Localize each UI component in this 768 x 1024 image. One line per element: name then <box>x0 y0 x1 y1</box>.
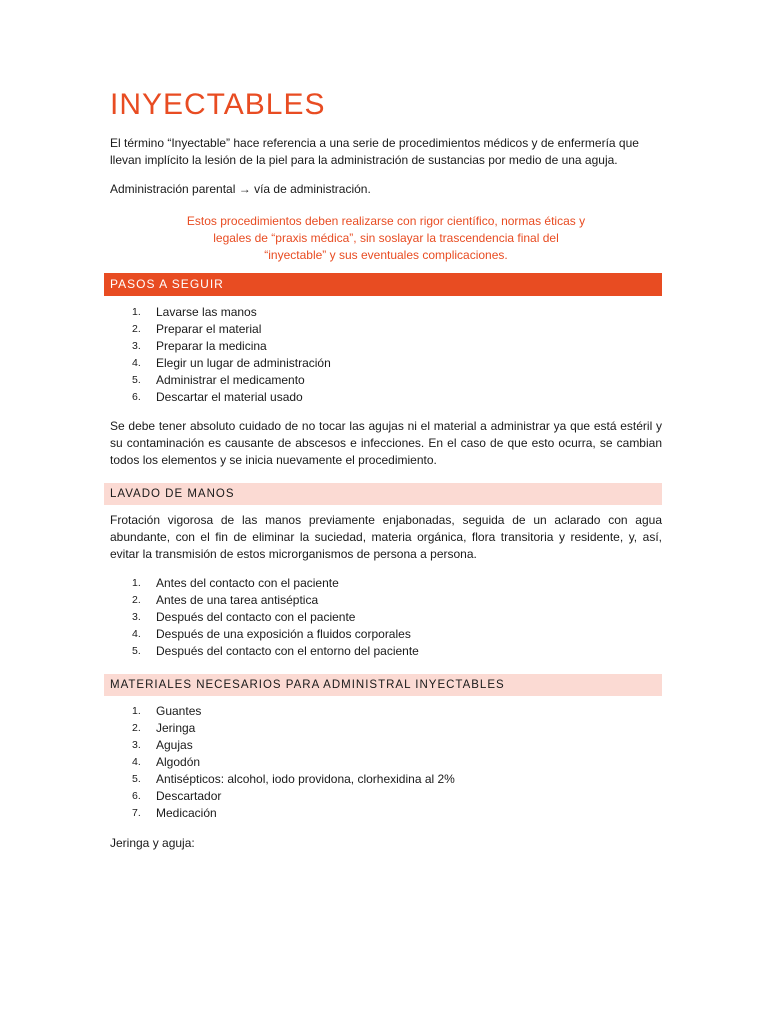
section-heading-pasos: PASOS A SEGUIR <box>104 273 662 296</box>
list-item: 6. Descartador <box>132 789 222 803</box>
list-item: 6. Descartar el material usado <box>132 390 303 404</box>
list-item: 4. Elegir un lugar de administración <box>132 356 331 370</box>
list-item: 2. Preparar el material <box>132 322 262 336</box>
list-item: 1. Antes del contacto con el paciente <box>132 576 339 590</box>
list-item: 2. Jeringa <box>132 721 196 735</box>
list-item: 1. Guantes <box>132 704 202 718</box>
intro-paragraph: El término “Inyectable” hace referencia a una serie de procedimientos médicos y de enfermería que llevan implícito la lesión de la piel para la administración de sustancias por medio de una aguja. <box>110 136 639 167</box>
quote-line-3: “inyectable” y sus eventuales complicaciones. <box>264 248 508 262</box>
list-item: 5. Después del contacto con el entorno del paciente <box>132 644 419 658</box>
section-heading-materiales: MATERIALES NECESARIOS PARA ADMINISTRAL INYECTABLES <box>104 674 662 696</box>
list-item: 5. Administrar el medicamento <box>132 373 305 387</box>
warning-paragraph: Se debe tener absoluto cuidado de no tocar las agujas ni el material a administrar ya que está estéril y su contaminación es causante de abscesos e infecciones. En el caso de que esto ocurra, se cambian todos los elementos y se inicia nuevamente el procedimiento. <box>110 419 662 467</box>
quote-line-1: Estos procedimientos deben realizarse con rigor científico, normas éticas y <box>186 214 586 228</box>
highlight-quote <box>170 213 602 264</box>
quote-line-2: legales de “praxis médica”, sin soslayar la trascendencia final del <box>213 231 559 245</box>
footer-line: Jeringa y aguja: <box>110 836 195 850</box>
list-item: 7. Medicación <box>132 806 217 820</box>
list-item: 3. Preparar la medicina <box>132 339 267 353</box>
section-heading-lavado: LAVADO DE MANOS <box>104 483 662 505</box>
materiales-list <box>110 703 455 822</box>
lavado-paragraph: Frotación vigorosa de las manos previamente enjabonadas, seguida de un aclarado con agua abundante, con el fin de eliminar la suciedad, materia orgánica, flora transitoria y residente, y, así, evitar la transmisión de estos microrganismos de persona a persona. <box>110 513 662 561</box>
list-item: 2. Antes de una tarea antiséptica <box>132 593 319 607</box>
list-item: 3. Después del contacto con el paciente <box>132 610 356 624</box>
steps-list <box>110 304 331 406</box>
list-item: 4. Algodón <box>132 755 201 769</box>
parental-line: Administración parental → vía de administración. <box>110 182 371 196</box>
list-item: 3. Agujas <box>132 738 193 752</box>
list-item: 5. Antisépticos: alcohol, iodo providona, clorhexidina al 2% <box>132 772 455 786</box>
list-item: 1. Lavarse las manos <box>132 305 257 319</box>
lavado-list <box>110 575 419 660</box>
list-item: 4. Después de una exposición a fluidos corporales <box>132 627 411 641</box>
page-title: INYECTABLES <box>110 88 326 121</box>
